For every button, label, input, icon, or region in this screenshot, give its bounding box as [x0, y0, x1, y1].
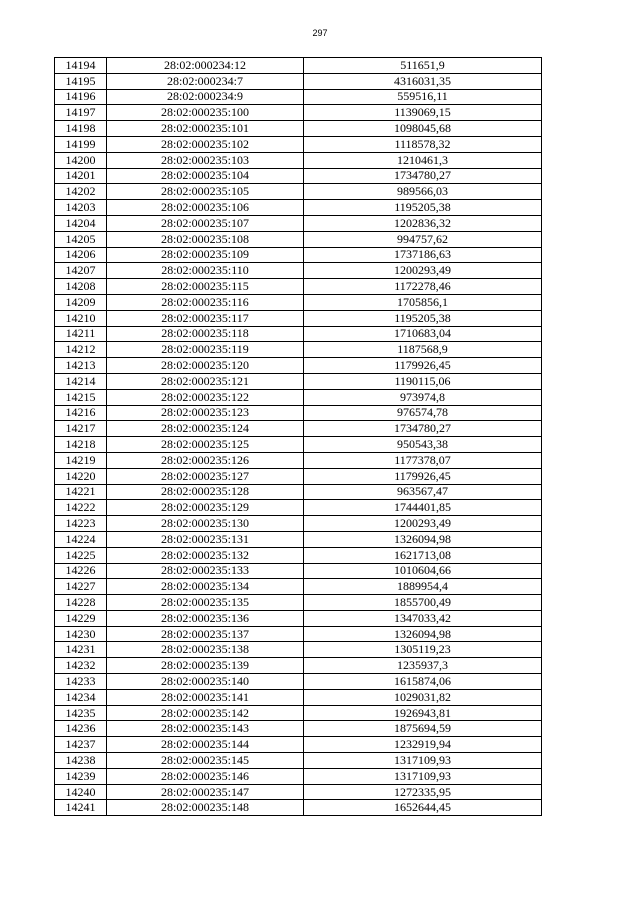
table-row: [55, 595, 542, 611]
row-number-cell: 14230: [55, 626, 107, 642]
table-row: [55, 373, 542, 389]
cadastral-number-cell: 28:02:000235:136: [107, 610, 304, 626]
value-cell: 1926943,81: [304, 705, 542, 721]
row-number-cell: 14204: [55, 215, 107, 231]
table-row: [55, 152, 542, 168]
row-number-cell: 14202: [55, 184, 107, 200]
table-row: [55, 689, 542, 705]
row-number-cell: 14223: [55, 516, 107, 532]
table-row: [55, 421, 542, 437]
row-number-cell: 14212: [55, 342, 107, 358]
value-cell: 950543,38: [304, 437, 542, 453]
row-number-cell: 14234: [55, 689, 107, 705]
value-cell: 1734780,27: [304, 421, 542, 437]
value-cell: 1200293,49: [304, 516, 542, 532]
row-number-cell: 14213: [55, 358, 107, 374]
table-row: [55, 168, 542, 184]
table-row: [55, 579, 542, 595]
value-cell: 1317109,93: [304, 753, 542, 769]
value-cell: 973974,8: [304, 389, 542, 405]
value-cell: 1615874,06: [304, 674, 542, 690]
cadastral-number-cell: 28:02:000235:115: [107, 279, 304, 295]
row-number-cell: 14220: [55, 468, 107, 484]
cadastral-number-cell: 28:02:000235:137: [107, 626, 304, 642]
table-row: [55, 184, 542, 200]
cadastral-number-cell: 28:02:000235:141: [107, 689, 304, 705]
row-number-cell: 14209: [55, 294, 107, 310]
cadastral-number-cell: 28:02:000235:142: [107, 705, 304, 721]
cadastral-number-cell: 28:02:000235:135: [107, 595, 304, 611]
table-row: [55, 326, 542, 342]
row-number-cell: 14225: [55, 547, 107, 563]
value-cell: 1190115,06: [304, 373, 542, 389]
row-number-cell: 14200: [55, 152, 107, 168]
value-cell: 1734780,27: [304, 168, 542, 184]
row-number-cell: 14240: [55, 784, 107, 800]
row-number-cell: 14207: [55, 263, 107, 279]
value-cell: 1179926,45: [304, 358, 542, 374]
row-number-cell: 14201: [55, 168, 107, 184]
value-cell: 1172278,46: [304, 279, 542, 295]
value-cell: 1177378,07: [304, 452, 542, 468]
table-row: [55, 389, 542, 405]
value-cell: 1855700,49: [304, 595, 542, 611]
row-number-cell: 14194: [55, 58, 107, 74]
table-row: [55, 563, 542, 579]
table-row: [55, 658, 542, 674]
table-row: [55, 263, 542, 279]
table-row: [55, 215, 542, 231]
table-row: [55, 437, 542, 453]
table-row: [55, 89, 542, 105]
cadastral-number-cell: 28:02:000235:107: [107, 215, 304, 231]
cadastral-number-cell: 28:02:000235:147: [107, 784, 304, 800]
value-cell: 1029031,82: [304, 689, 542, 705]
table-row: [55, 405, 542, 421]
table-row: [55, 484, 542, 500]
row-number-cell: 14210: [55, 310, 107, 326]
table-row: [55, 753, 542, 769]
table-row: [55, 310, 542, 326]
cadastral-number-cell: 28:02:000235:145: [107, 753, 304, 769]
value-cell: 1232919,94: [304, 737, 542, 753]
cadastral-number-cell: 28:02:000235:126: [107, 452, 304, 468]
value-cell: 1705856,1: [304, 294, 542, 310]
value-cell: 1652644,45: [304, 800, 542, 816]
table-row: [55, 784, 542, 800]
value-cell: 1621713,08: [304, 547, 542, 563]
value-cell: 1326094,98: [304, 626, 542, 642]
cadastral-number-cell: 28:02:000235:123: [107, 405, 304, 421]
row-number-cell: 14219: [55, 452, 107, 468]
table-row: [55, 342, 542, 358]
value-cell: 1744401,85: [304, 500, 542, 516]
cadastral-number-cell: 28:02:000235:127: [107, 468, 304, 484]
table-row: [55, 58, 542, 74]
table-row: [55, 294, 542, 310]
cadastral-number-cell: 28:02:000234:12: [107, 58, 304, 74]
row-number-cell: 14222: [55, 500, 107, 516]
table-row: [55, 279, 542, 295]
row-number-cell: 14233: [55, 674, 107, 690]
value-cell: 976574,78: [304, 405, 542, 421]
page-number: 297: [312, 28, 328, 38]
value-cell: 1210461,3: [304, 152, 542, 168]
value-cell: 1235937,3: [304, 658, 542, 674]
table-row: [55, 516, 542, 532]
table-row: [55, 705, 542, 721]
value-cell: 1179926,45: [304, 468, 542, 484]
value-cell: 4316031,35: [304, 73, 542, 89]
value-cell: 1347033,42: [304, 610, 542, 626]
table-row: [55, 136, 542, 152]
row-number-cell: 14226: [55, 563, 107, 579]
value-cell: 1200293,49: [304, 263, 542, 279]
table-row: [55, 547, 542, 563]
row-number-cell: 14214: [55, 373, 107, 389]
value-cell: 1889954,4: [304, 579, 542, 595]
value-cell: 989566,03: [304, 184, 542, 200]
row-number-cell: 14231: [55, 642, 107, 658]
value-cell: 1202836,32: [304, 215, 542, 231]
value-cell: 1305119,23: [304, 642, 542, 658]
cadastral-number-cell: 28:02:000235:105: [107, 184, 304, 200]
cadastral-number-cell: 28:02:000235:140: [107, 674, 304, 690]
cadastral-number-cell: 28:02:000235:103: [107, 152, 304, 168]
row-number-cell: 14221: [55, 484, 107, 500]
value-cell: 1317109,93: [304, 768, 542, 784]
table-row: [55, 200, 542, 216]
cadastral-number-cell: 28:02:000235:116: [107, 294, 304, 310]
row-number-cell: 14224: [55, 531, 107, 547]
row-number-cell: 14228: [55, 595, 107, 611]
table-row: [55, 247, 542, 263]
value-cell: 1710683,04: [304, 326, 542, 342]
row-number-cell: 14197: [55, 105, 107, 121]
table-row: [55, 531, 542, 547]
cadastral-number-cell: 28:02:000235:119: [107, 342, 304, 358]
table-row: [55, 626, 542, 642]
cadastral-number-cell: 28:02:000235:134: [107, 579, 304, 595]
row-number-cell: 14203: [55, 200, 107, 216]
table-row: [55, 452, 542, 468]
row-number-cell: 14195: [55, 73, 107, 89]
table-row: [55, 73, 542, 89]
cadastral-number-cell: 28:02:000234:9: [107, 89, 304, 105]
cadastral-number-cell: 28:02:000235:139: [107, 658, 304, 674]
row-number-cell: 14236: [55, 721, 107, 737]
value-cell: 1098045,68: [304, 121, 542, 137]
value-cell: 559516,11: [304, 89, 542, 105]
table-body: [55, 58, 542, 816]
cadastral-number-cell: 28:02:000235:104: [107, 168, 304, 184]
row-number-cell: 14232: [55, 658, 107, 674]
table-row: [55, 642, 542, 658]
value-cell: 1118578,32: [304, 136, 542, 152]
row-number-cell: 14208: [55, 279, 107, 295]
row-number-cell: 14216: [55, 405, 107, 421]
value-cell: 1875694,59: [304, 721, 542, 737]
row-number-cell: 14237: [55, 737, 107, 753]
table-row: [55, 721, 542, 737]
row-number-cell: 14235: [55, 705, 107, 721]
value-cell: 1737186,63: [304, 247, 542, 263]
value-cell: 1272335,95: [304, 784, 542, 800]
cadastral-number-cell: 28:02:000235:106: [107, 200, 304, 216]
row-number-cell: 14229: [55, 610, 107, 626]
value-cell: 994757,62: [304, 231, 542, 247]
cadastral-number-cell: 28:02:000235:131: [107, 531, 304, 547]
cadastral-number-cell: 28:02:000235:130: [107, 516, 304, 532]
value-cell: 1195205,38: [304, 310, 542, 326]
cadastral-number-cell: 28:02:000235:101: [107, 121, 304, 137]
cadastral-number-cell: 28:02:000235:144: [107, 737, 304, 753]
table-row: [55, 768, 542, 784]
cadastral-number-cell: 28:02:000235:129: [107, 500, 304, 516]
table-row: [55, 105, 542, 121]
cadastral-number-cell: 28:02:000235:132: [107, 547, 304, 563]
value-cell: 1187568,9: [304, 342, 542, 358]
table-row: [55, 468, 542, 484]
row-number-cell: 14218: [55, 437, 107, 453]
row-number-cell: 14241: [55, 800, 107, 816]
table-row: [55, 674, 542, 690]
row-number-cell: 14211: [55, 326, 107, 342]
row-number-cell: 14205: [55, 231, 107, 247]
row-number-cell: 14215: [55, 389, 107, 405]
table-row: [55, 737, 542, 753]
value-cell: 1139069,15: [304, 105, 542, 121]
cadastral-number-cell: 28:02:000235:125: [107, 437, 304, 453]
value-cell: 511651,9: [304, 58, 542, 74]
cadastral-number-cell: 28:02:000235:128: [107, 484, 304, 500]
row-number-cell: 14206: [55, 247, 107, 263]
cadastral-number-cell: 28:02:000235:100: [107, 105, 304, 121]
cadastral-number-cell: 28:02:000235:148: [107, 800, 304, 816]
value-cell: 1326094,98: [304, 531, 542, 547]
cadastral-number-cell: 28:02:000235:122: [107, 389, 304, 405]
cadastral-number-cell: 28:02:000235:146: [107, 768, 304, 784]
cadastral-number-cell: 28:02:000235:102: [107, 136, 304, 152]
row-number-cell: 14238: [55, 753, 107, 769]
cadastral-number-cell: 28:02:000235:133: [107, 563, 304, 579]
cadastral-number-cell: 28:02:000235:108: [107, 231, 304, 247]
cadastral-number-cell: 28:02:000235:110: [107, 263, 304, 279]
table-row: [55, 610, 542, 626]
cadastral-number-cell: 28:02:000235:143: [107, 721, 304, 737]
value-cell: 963567,47: [304, 484, 542, 500]
cadastral-number-cell: 28:02:000234:7: [107, 73, 304, 89]
table-row: [55, 121, 542, 137]
value-cell: 1010604,66: [304, 563, 542, 579]
row-number-cell: 14227: [55, 579, 107, 595]
cadastral-number-cell: 28:02:000235:124: [107, 421, 304, 437]
row-number-cell: 14196: [55, 89, 107, 105]
cadastral-number-cell: 28:02:000235:120: [107, 358, 304, 374]
cadastral-number-cell: 28:02:000235:117: [107, 310, 304, 326]
cadastral-number-cell: 28:02:000235:121: [107, 373, 304, 389]
row-number-cell: 14239: [55, 768, 107, 784]
value-cell: 1195205,38: [304, 200, 542, 216]
cadastral-number-cell: 28:02:000235:118: [107, 326, 304, 342]
table-row: [55, 231, 542, 247]
row-number-cell: 14199: [55, 136, 107, 152]
cadastral-number-cell: 28:02:000235:138: [107, 642, 304, 658]
cadastral-value-table: [54, 57, 542, 816]
cadastral-number-cell: 28:02:000235:109: [107, 247, 304, 263]
table-row: [55, 500, 542, 516]
table-row: [55, 800, 542, 816]
row-number-cell: 14217: [55, 421, 107, 437]
table-row: [55, 358, 542, 374]
row-number-cell: 14198: [55, 121, 107, 137]
